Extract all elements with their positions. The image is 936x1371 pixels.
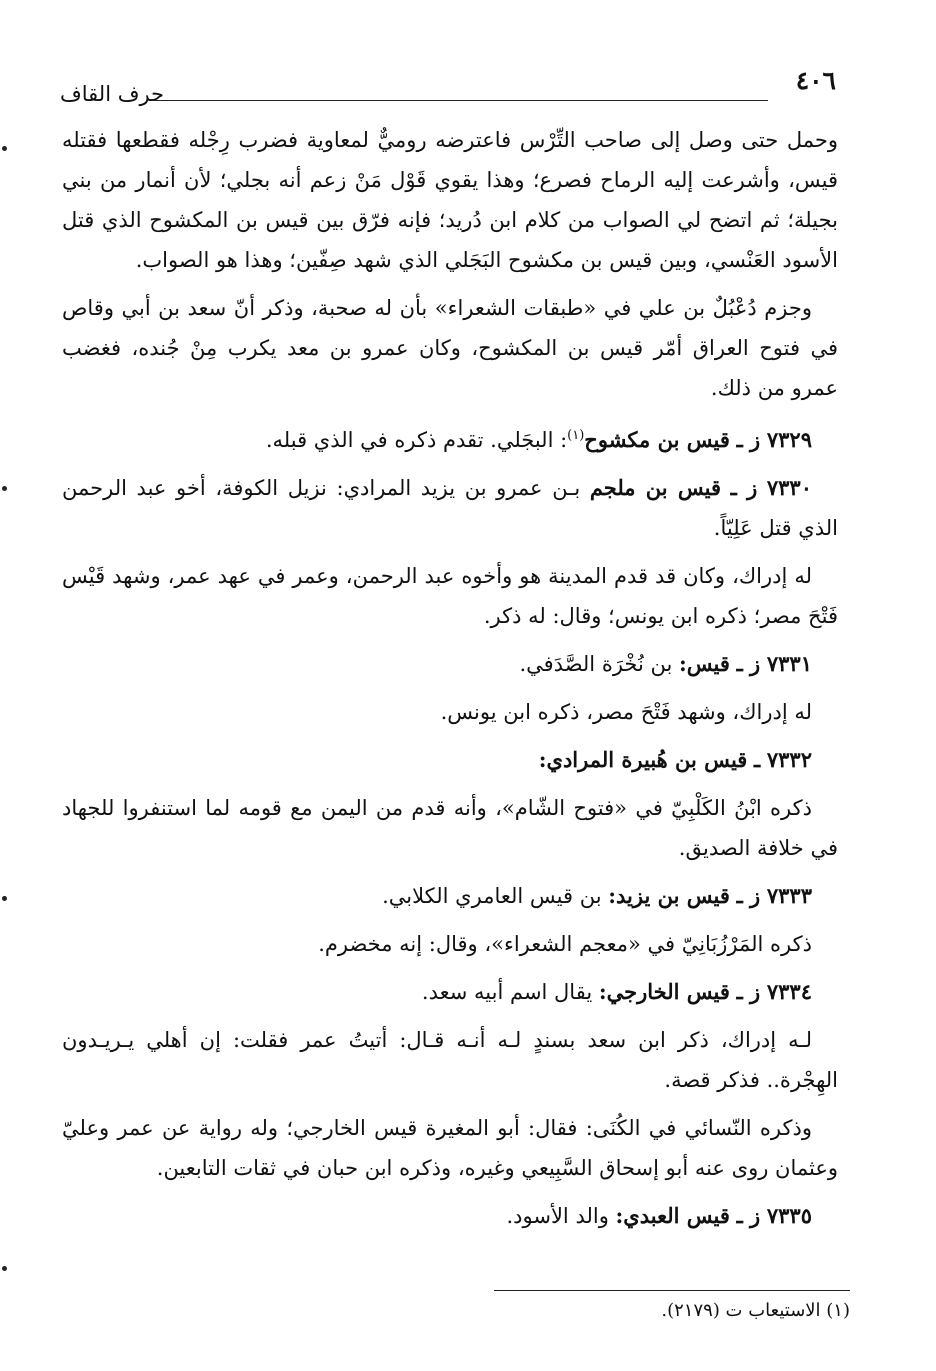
- paragraph: ذكره المَرْزُبَانِيّ في «معجم الشعراء»، وقال: إنه مخضرم.: [318, 932, 812, 956]
- paragraph: له إدراك، وشهد فَتْحَ مصر، ذكره ابن يونس.: [440, 700, 812, 724]
- entry-number: ٧٣٣٢: [766, 747, 812, 772]
- entry-name: قيس العبدي:: [615, 1203, 730, 1228]
- entry: [62, 740, 838, 780]
- footnote: (١) الاستيعاب ت (٢١٧٩).: [661, 1300, 850, 1321]
- footnote-reference: (١): [567, 428, 585, 443]
- entry: [62, 1196, 838, 1236]
- entry-number: ٧٣٣٠: [766, 475, 812, 500]
- entry-marker: ز ـ: [736, 1203, 761, 1228]
- paragraph: وذكره النّسائي في الكُنَى: فقال: أبو المغيرة قيس الخارجي؛ وله رواية عن عمر وعليّ وعثمان روى عنه أبو إسحاق السَّبِيعي وغيره، وذكره ابن حبان في ثقات التابعين.: [62, 1116, 838, 1180]
- entry-number: ٧٣٢٩: [766, 427, 812, 452]
- entry-text: بـن عمرو بن يزيد المرادي: نزيل الكوفة، أخو عبد الرحمن الذي قتل عَلِيّاً.: [62, 476, 838, 540]
- entry-marker: ز ـ: [736, 883, 761, 908]
- paragraph: وجزم دُعْبُلٌ بن علي في «طبقات الشعراء» بأن له صحبة، وذكر أنّ سعد بن أبي وقاص في فتوح العراق أمّر قيس بن المكشوح، وكان عمرو بن معد يكرب مِنْ جُنده، فغضب عمرو من ذلك.: [62, 296, 838, 400]
- paragraph: لـه إدراك، ذكر ابن سعد بسندٍ لـه أنـه قـال: أتيتُ عمر فقلت: إن أهلي يـريـدون الهِجْرة.. فذكر قصة.: [62, 1028, 838, 1092]
- entry-text: بن نُخْرَة الصَّدَفي.: [519, 652, 679, 676]
- entry-number: ٧٣٣٥: [766, 1203, 812, 1228]
- paragraph: له إدراك، وكان قد قدم المدينة هو وأخوه عبد الرحمن، وعمر في عهد عمر، وشهد قَيْس فَتْحَ مصر؛ ذكره ابن يونس؛ وقال: له ذكر.: [62, 564, 838, 628]
- entry-marker: ز ـ: [730, 475, 758, 500]
- entry: [62, 972, 838, 1012]
- scan-margin-mark: [2, 1266, 7, 1271]
- entry-marker: ز ـ: [736, 651, 761, 676]
- entry-text: : البجَلي. تقدم ذكره في الذي قبله.: [265, 428, 568, 452]
- entry-marker: ز ـ: [736, 427, 761, 452]
- paragraph: وحمل حتى وصل إلى صاحب التِّرْس فاعترضه روميٌّ لمعاوية فضرب رِجْله فقطعها فقتله قيس، وأشرعت إليه الرماح فصرع؛ وهذا يقوي قَوْل مَنْ زعم أنه بجلي؛ لأن أنمار من بني بجيلة؛ ثم اتضح لي الصواب من كلام ابن دُريد؛ فإنه فرّق بين قيس بن المكشوح الذي قتل الأسود العَنْسي، وبين قيس بن مكشوح البَجَلي الذي شهد صِفّين؛ وهذا هو الصواب.: [62, 128, 838, 272]
- running-head: حرف القاف: [60, 82, 165, 106]
- scan-margin-mark: [2, 896, 7, 901]
- header-rule: [152, 100, 768, 101]
- footnote-rule: [494, 1290, 850, 1291]
- entry-text: يقال اسم أبيه سعد.: [421, 980, 599, 1004]
- entry-number: ٧٣٣٣: [766, 883, 812, 908]
- entry-name: قيس:: [678, 651, 730, 676]
- entry-name: قيس بن هُبيرة المرادي:: [538, 747, 748, 772]
- main-text: [62, 120, 838, 1244]
- entry-number: ٧٣٣١: [766, 651, 812, 676]
- scan-margin-mark: [2, 146, 7, 151]
- scan-margin-mark: [2, 486, 7, 491]
- entry: [62, 876, 838, 916]
- entry-number: ٧٣٣٤: [766, 979, 812, 1004]
- page-header: [60, 66, 836, 106]
- entry-name: قيس بن مكشوح: [584, 427, 730, 452]
- entry-name: قيس بن يزيد:: [608, 883, 730, 908]
- paragraph: ذكره ابْنُ الكَلْبِيّ في «فتوح الشّام»، وأنه قدم من اليمن مع قومه لما استنفروا للجهاد في خلافة الصديق.: [62, 796, 838, 860]
- entry-marker: ز ـ: [736, 979, 761, 1004]
- entry-name: قيس الخارجي:: [598, 979, 730, 1004]
- entry-name: قيس بن ملجم: [589, 475, 722, 500]
- page-number: ٤٠٦: [795, 66, 836, 95]
- entry: [62, 468, 838, 548]
- entry-text: والد الأسود.: [506, 1204, 616, 1228]
- entry-text: بن قيس العامري الكلابي.: [382, 884, 609, 908]
- entry: [62, 644, 838, 684]
- entry: [62, 416, 838, 460]
- entry-marker: ـ: [754, 747, 761, 772]
